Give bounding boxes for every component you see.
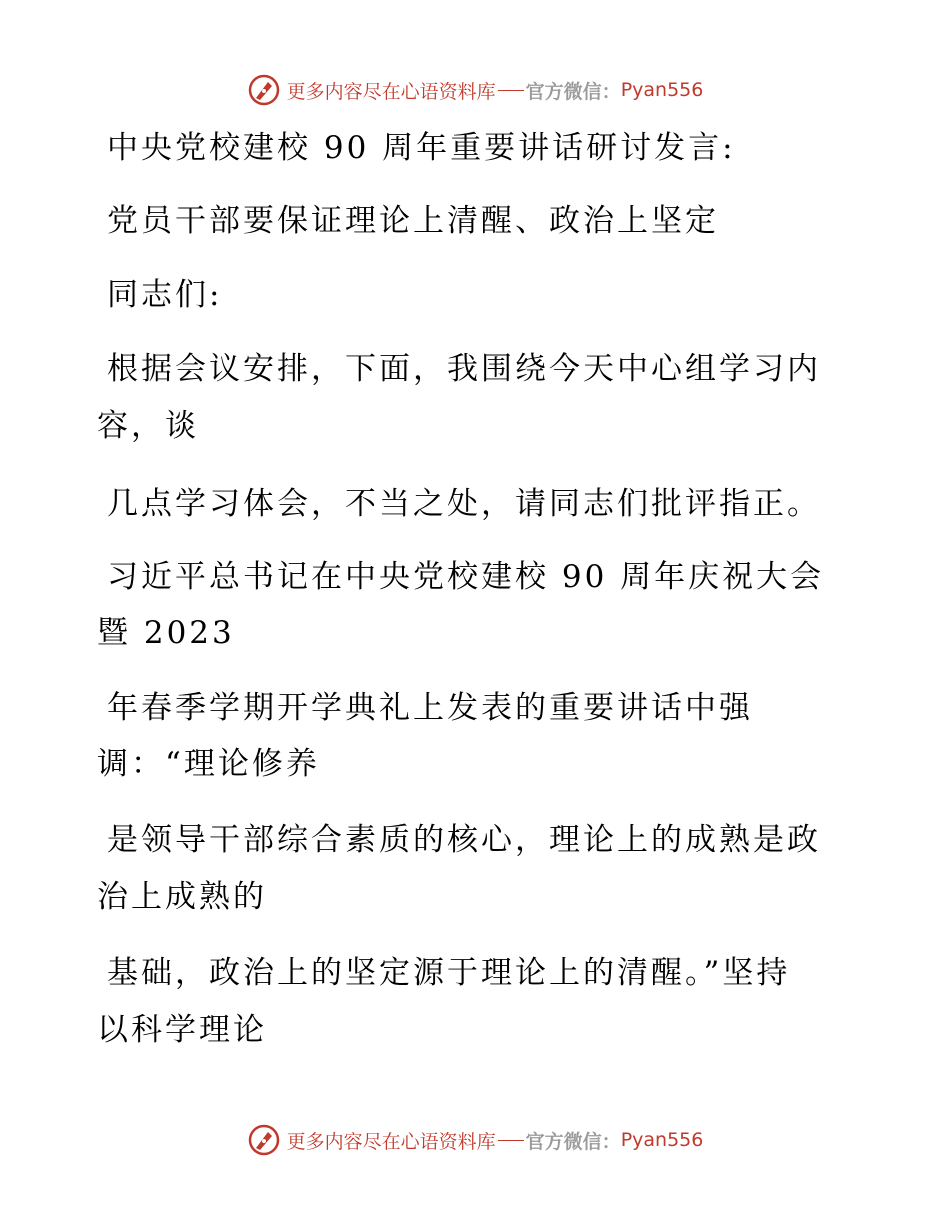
doc-paragraph-line: 容，谈 bbox=[97, 408, 199, 444]
doc-paragraph-line: 是领导干部综合素质的核心，理论上的成熟是政 bbox=[107, 822, 821, 858]
doc-paragraph-line: 年春季学期开学典礼上发表的重要讲话中强 bbox=[107, 690, 753, 726]
watermark-wechat-label: 官方微信： bbox=[525, 80, 621, 103]
watermark-wechat-id: Pyan556 bbox=[620, 1129, 704, 1151]
doc-paragraph-line: 基础，政治上的坚定源于理论上的清醒。”坚持 bbox=[107, 955, 791, 991]
doc-paragraph-line: 根据会议安排，下面，我围绕今天中心组学习内 bbox=[107, 351, 821, 387]
doc-paragraph-line: 几点学习体会，不当之处，请同志们批评指正。 bbox=[107, 486, 821, 522]
watermark-dash bbox=[498, 1140, 524, 1141]
doc-paragraph-line: 治上成熟的 bbox=[97, 879, 267, 915]
watermark-wechat-label: 官方微信： bbox=[525, 1130, 621, 1153]
pen-nib-circle-logo-icon bbox=[247, 1123, 281, 1157]
doc-title-line-2: 党员干部要保证理论上清醒、政治上坚定 bbox=[107, 203, 719, 239]
doc-paragraph-line: 暨 2023 bbox=[97, 615, 235, 651]
watermark-wechat-id: Pyan556 bbox=[620, 79, 704, 101]
doc-title-line-1: 中央党校建校 90 周年重要讲话研讨发言: bbox=[107, 130, 736, 166]
doc-paragraph-line: 习近平总书记在中央党校建校 90 周年庆祝大会 bbox=[107, 559, 825, 595]
doc-salutation: 同志们: bbox=[107, 277, 223, 313]
doc-paragraph-line: 调：“理论修养 bbox=[97, 746, 320, 782]
footer-watermark bbox=[0, 1120, 950, 1160]
watermark-site-text: 更多内容尽在心语资料库 bbox=[286, 80, 496, 103]
watermark-site-text: 更多内容尽在心语资料库 bbox=[286, 1130, 496, 1153]
doc-paragraph-line: 以科学理论 bbox=[97, 1012, 267, 1048]
